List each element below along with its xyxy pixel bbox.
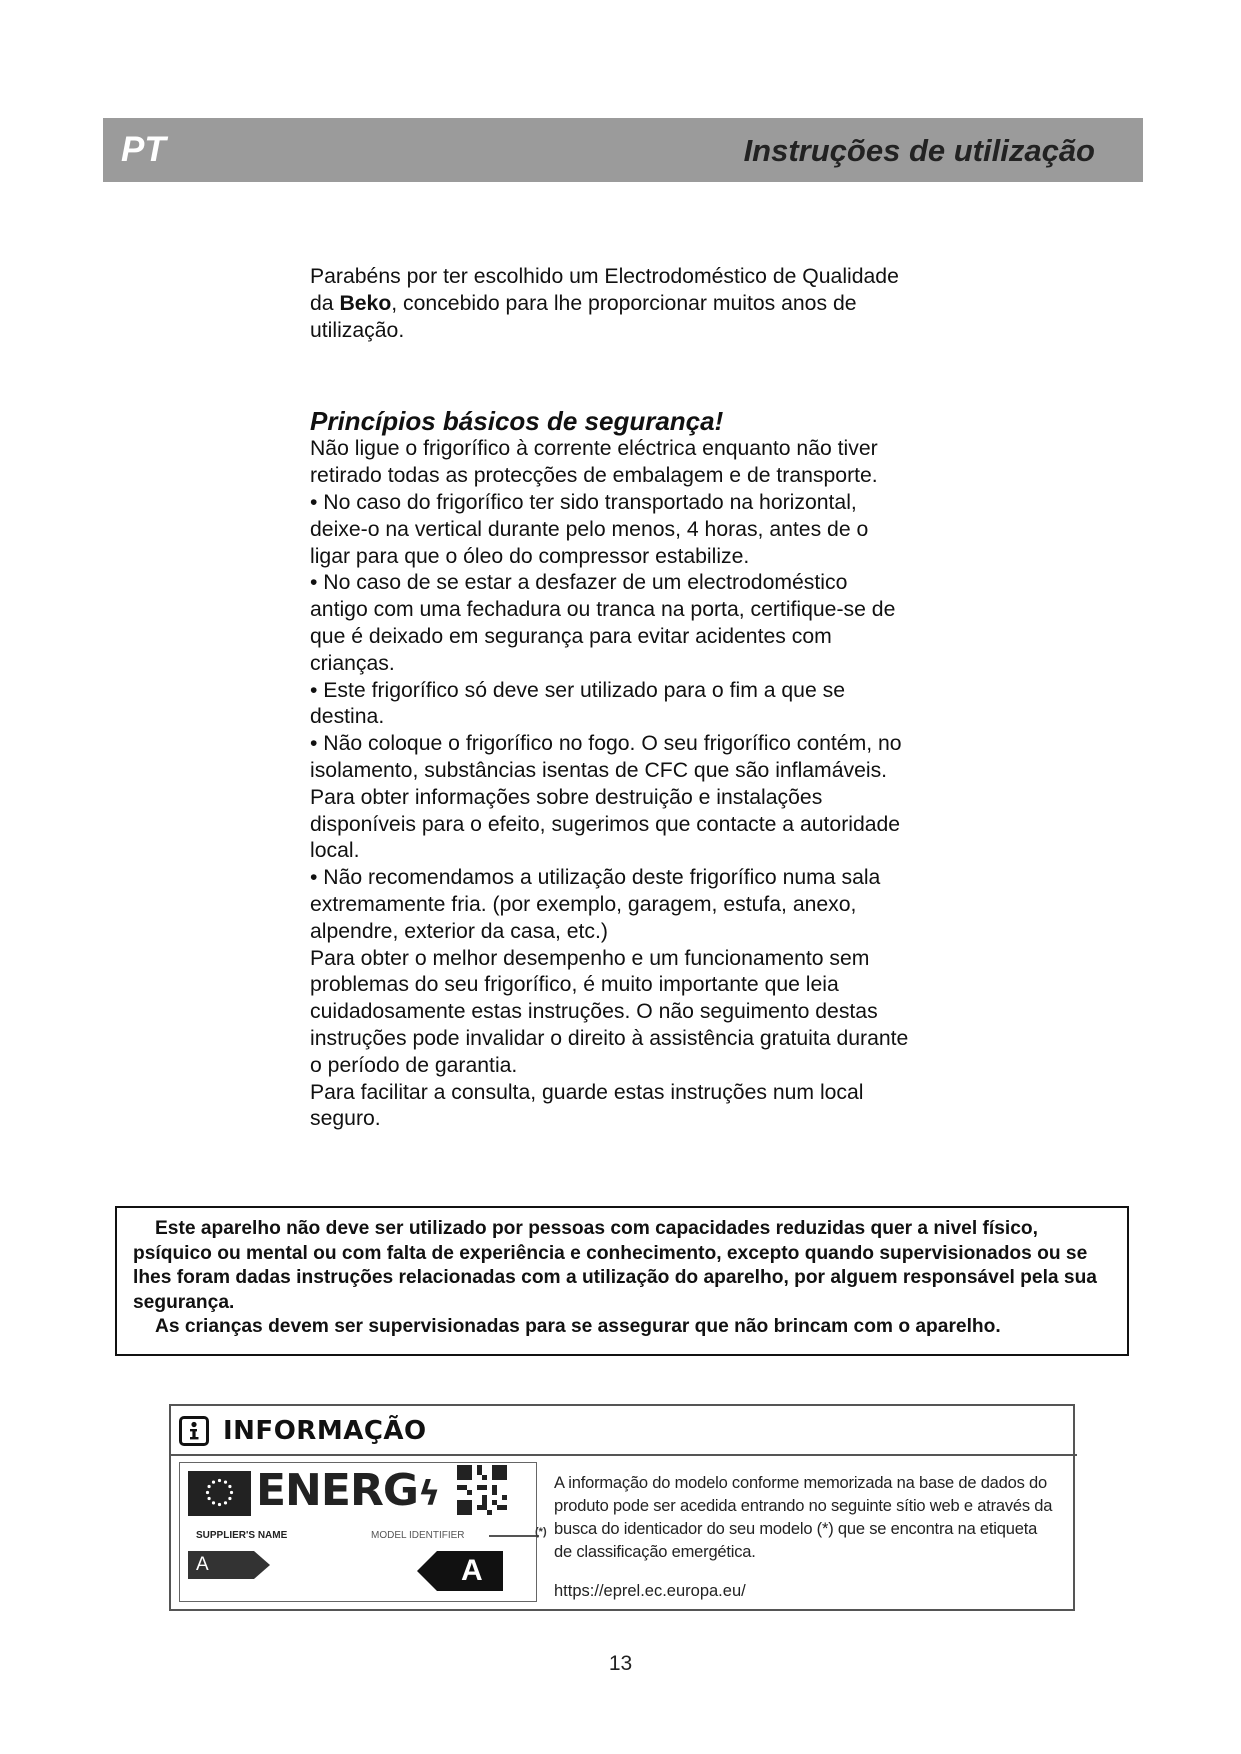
supplier-name: SUPPLIER'S NAME: [196, 1530, 288, 1541]
asterisk-mark: (*): [535, 1526, 547, 1538]
language-code: PT: [121, 130, 166, 169]
energy-class-right-label: A: [461, 1554, 483, 1587]
information-text: A informação do modelo conforme memorizada na base de dados do produto pode ser acedida entrando no seguinte sítio web e através da busca do identicador do seu modelo (*) que se encontra na etiqueta de classificação emergética.: [554, 1474, 1053, 1561]
safety-paragraph: • Este frigorífico só deve ser utilizado para o fim a que se destina.: [310, 678, 846, 729]
information-box: [169, 1404, 1075, 1611]
qr-code-icon: [457, 1465, 507, 1515]
warning-paragraph: Este aparelho não deve ser utilizado por pessoas com capacidades reduzidas quer a nivel físico, psíquico ou mental ou com falta de experiência e conhecimento, excepto quando supervisionados ou se lhes foram dadas instruções relacionadas com a utilização do aparelho, por alguem responsável pela sua segurança.: [133, 1218, 1097, 1313]
energy-class-left-label: A: [196, 1554, 209, 1575]
energy-word: ENERGϟ: [256, 1465, 440, 1516]
energy-class-arrow-left: [188, 1551, 270, 1579]
divider: [171, 1454, 1077, 1456]
safety-heading: Princípios básicos de segurança!: [310, 406, 724, 437]
intro-paragraph: Parabéns por ter escolhido um Electrodoméstico de Qualidade da Beko, concebido para lhe proporcionar muitos anos de utilização.: [310, 265, 899, 342]
energy-label: [179, 1462, 547, 1602]
eu-flag-icon: [188, 1471, 251, 1516]
bolt-icon: ϟ: [417, 1474, 440, 1514]
info-icon: [179, 1416, 209, 1446]
safety-paragraph: Para obter o melhor desempenho e um funcionamento sem problemas do seu frigorífico, é muito importante que leia cuidadosamente estas instruções. O não seguimento destas instruções pode invalidar o direito à assistência gratuita durante o período de garantia.: [310, 946, 909, 1077]
safety-paragraph: Não ligue o frigorífico à corrente eléctrica enquanto não tiver retirado todas as protecções de embalagem e de transporte.: [310, 437, 878, 488]
header-bar: [103, 118, 1143, 182]
page-number: 13: [608, 1652, 633, 1675]
safety-paragraph: • Não recomendamos a utilização deste frigorífico numa sala extremamente fria. (por exemplo, garagem, estufa, anexo, alpendre, exterior da casa, etc.): [310, 866, 881, 943]
information-header: [179, 1414, 427, 1448]
model-identifier: MODEL IDENTIFIER: [371, 1530, 465, 1541]
arrow-line: [489, 1535, 539, 1537]
safety-paragraph: • No caso de se estar a desfazer de um electrodoméstico antigo com uma fechadura ou tranca na porta, certifique-se de que é deixado em segurança para evitar acidentes com crianças.: [310, 571, 896, 675]
eprel-link[interactable]: https://eprel.ec.europa.eu/: [554, 1582, 746, 1600]
energy-class-arrow-right: [417, 1551, 503, 1591]
warning-box: [115, 1206, 1129, 1356]
warning-paragraph: As crianças devem ser supervisionadas para se assegurar que não brincam com o aparelho.: [155, 1316, 1001, 1337]
safety-paragraph: • No caso do frigorífico ter sido transportado na horizontal, deixe-o na vertical durante pelo menos, 4 horas, antes de o ligar para que o óleo do compressor estabilize.: [310, 490, 869, 568]
brand-name: Beko: [339, 291, 392, 315]
document-title: Instruções de utilização: [743, 133, 1095, 168]
main-content: [310, 264, 910, 1133]
safety-paragraph: Para facilitar a consulta, guarde estas instruções num local seguro.: [310, 1080, 864, 1131]
safety-paragraph: • Não coloque o frigorífico no fogo. O seu frigorífico contém, no isolamento, substâncias isentas de CFC que são inflamáveis. Para obter informações sobre destruição e instalações disponíveis para o efeito, sugerimos que contacte a autoridade local.: [310, 732, 902, 863]
information-title: INFORMAÇÃO: [223, 1416, 427, 1446]
